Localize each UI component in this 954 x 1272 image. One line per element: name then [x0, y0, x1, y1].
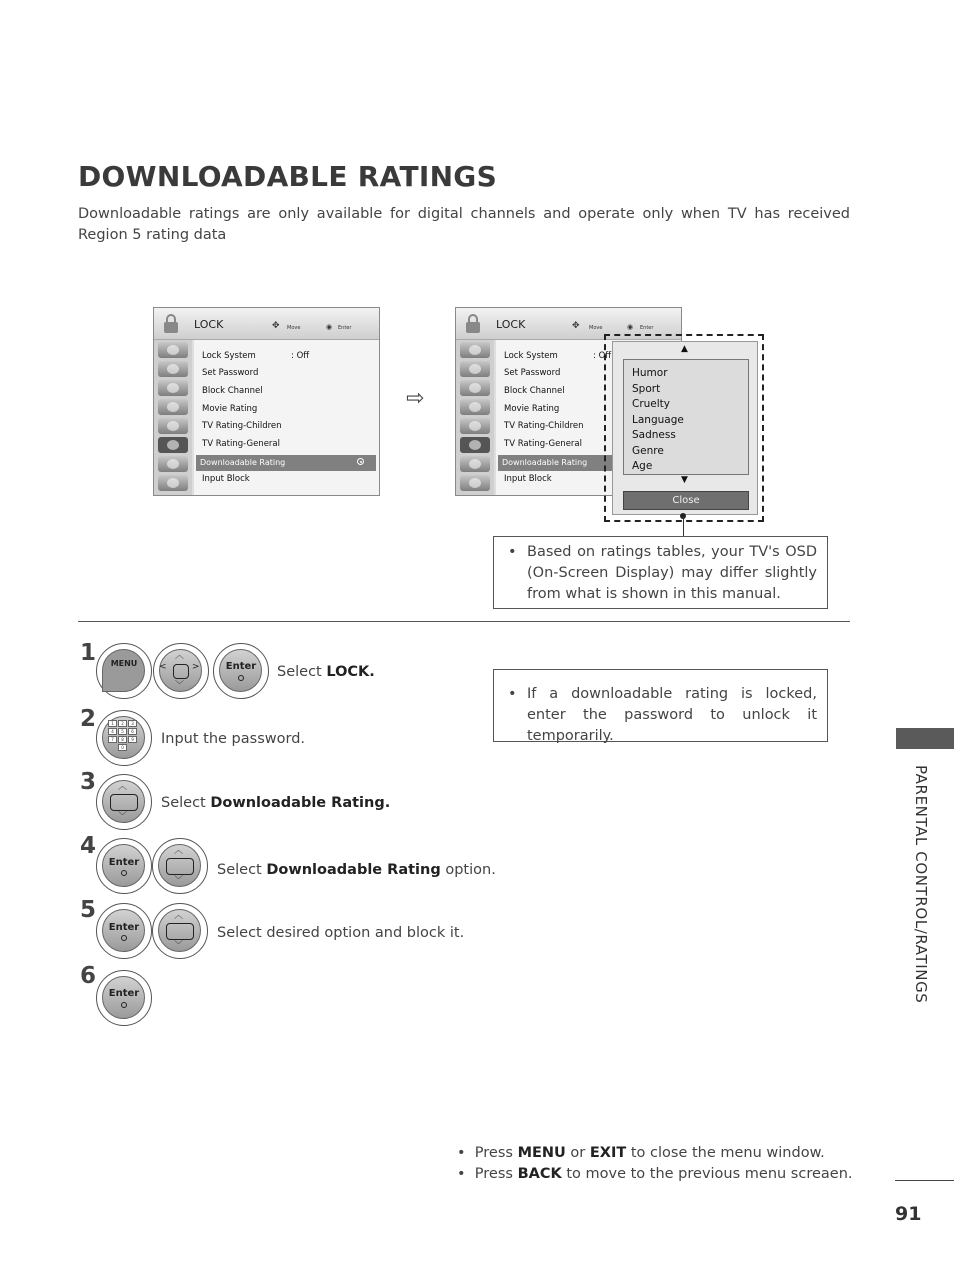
time-icon — [460, 380, 490, 396]
osd-screen-lock-menu — [153, 307, 380, 496]
ok-icon — [110, 794, 138, 811]
menu-item-set-password: Set Password — [504, 368, 561, 378]
enter-dot-icon — [121, 870, 127, 876]
chevron-down-icon: ﹀ — [175, 681, 185, 691]
enter-hint: Enter — [338, 325, 352, 331]
menu-item-tv-rating-children: TV Rating-Children — [504, 421, 584, 431]
number-keypad — [96, 710, 152, 766]
rating-options-list — [623, 359, 749, 475]
option-icon — [460, 418, 490, 434]
osd-note-text: Based on ratings tables, your TV's OSD (On-Screen Display) may differ slightly from what is shown in this manual. — [527, 544, 817, 602]
menu-item-block-channel: Block Channel — [504, 386, 565, 396]
rating-option-sport: Sport — [632, 382, 661, 395]
section-tab-marker — [896, 728, 954, 749]
section-divider — [78, 621, 850, 622]
password-note-text: If a downloadable rating is locked, enter the password to unlock it temporarily. — [527, 686, 817, 744]
enter-icon: ◉ — [326, 323, 333, 331]
step-2-text: Input the password. — [161, 731, 306, 747]
up-down-button — [96, 774, 152, 830]
move-hint: Move — [287, 325, 301, 331]
footnote-back: • Press BACK to move to the previous menu screaen. — [457, 1166, 853, 1182]
lock-icon — [464, 314, 482, 334]
page-number: 91 — [895, 1203, 922, 1225]
up-down-button — [152, 903, 208, 959]
enter-button — [96, 970, 152, 1026]
menu-item-downloadable-rating-label: Downloadable Rating — [502, 458, 588, 467]
menu-item-downloadable-rating-label: Downloadable Rating — [200, 458, 286, 467]
menu-item-input-block: Input Block — [504, 474, 552, 484]
usb-icon — [158, 475, 188, 491]
move-hint: Move — [589, 325, 603, 331]
step-3-text: Select Downloadable Rating. — [161, 795, 391, 811]
chevron-up-icon: ︿ — [174, 846, 184, 856]
audio-icon — [460, 361, 490, 377]
scroll-down-icon: ▼ — [681, 475, 688, 485]
rating-option-cruelty: Cruelty — [632, 398, 671, 410]
lock-system-value: : Off — [291, 351, 310, 361]
footnotes — [457, 1143, 853, 1185]
rating-option-sadness: Sadness — [632, 429, 676, 441]
keypad-keys: 1 2 3 4 5 6 7 8 9 0 — [108, 720, 137, 751]
enter-button-label: Enter — [108, 988, 140, 999]
osd-note-box — [493, 536, 828, 609]
scroll-up-icon: ▲ — [681, 344, 688, 354]
enter-hint: Enter — [640, 325, 654, 331]
enter-button — [96, 903, 152, 959]
bullet: • — [508, 544, 517, 560]
chevron-up-icon: ︿ — [174, 911, 184, 921]
move-icon: ✥ — [572, 321, 580, 331]
menu-item-tv-rating-children: TV Rating-Children — [202, 421, 282, 431]
step-number-1: 1 — [80, 640, 97, 666]
arrow-right-icon: ⇨ — [406, 386, 425, 411]
ok-icon — [173, 664, 189, 679]
time-icon — [158, 380, 188, 396]
rating-options-popup — [612, 341, 758, 515]
step-5-text: Select desired option and block it. — [217, 925, 465, 941]
osd-header-bar — [154, 308, 379, 340]
input-icon — [460, 456, 490, 472]
menu-item-lock-system: Lock System — [504, 351, 558, 361]
clock-icon — [158, 399, 188, 415]
password-note-box — [493, 669, 828, 742]
navigation-button — [153, 643, 209, 699]
rating-option-age: Age — [632, 460, 653, 472]
step-number-6: 6 — [80, 963, 97, 989]
lock-icon — [162, 314, 180, 334]
osd-header-title: LOCK — [194, 318, 224, 331]
step-number-4: 4 — [80, 833, 97, 859]
page-number-rule — [895, 1180, 954, 1181]
enter-button-label: Enter — [225, 661, 257, 672]
step-number-2: 2 — [80, 706, 97, 732]
chevron-up-icon: ︿ — [175, 651, 185, 661]
lock-menu-icon — [460, 437, 490, 453]
rating-option-genre: Genre — [632, 444, 664, 457]
input-icon — [158, 456, 188, 472]
option-icon — [158, 418, 188, 434]
step-number-3: 3 — [80, 769, 97, 795]
step-1-text: Select LOCK. — [277, 664, 375, 680]
menu-item-lock-system: Lock System — [202, 351, 256, 361]
enter-button-label: Enter — [108, 857, 140, 868]
intro-text: Downloadable ratings are only available for digital channels and operate only when TV has received Region 5 rating data — [78, 206, 850, 243]
chevron-down-icon: ﹀ — [118, 812, 128, 822]
ok-icon — [166, 858, 194, 875]
menu-item-set-password: Set Password — [202, 368, 259, 378]
menu-item-tv-rating-general: TV Rating-General — [202, 439, 280, 449]
callout-line — [683, 516, 684, 536]
chevron-right-icon: > — [192, 662, 200, 672]
menu-item-input-block: Input Block — [202, 474, 250, 484]
rating-option-language: Language — [632, 413, 684, 426]
osd-sidebar — [456, 340, 494, 495]
chevron-down-icon: ﹀ — [174, 941, 184, 951]
rating-option-humor: Humor — [632, 367, 668, 379]
ok-icon — [166, 923, 194, 940]
osd-sidebar — [154, 340, 192, 495]
lock-menu-icon — [158, 437, 188, 453]
close-button: Close — [623, 491, 749, 510]
menu-button — [96, 643, 152, 699]
enter-dot-icon — [121, 1002, 127, 1008]
menu-item-movie-rating: Movie Rating — [202, 404, 258, 414]
section-side-label: PARENTAL CONTROL/RATINGS — [912, 765, 930, 1004]
picture-icon — [460, 342, 490, 358]
enter-button — [96, 838, 152, 894]
enter-icon: ◉ — [627, 323, 634, 331]
osd-header-title: LOCK — [496, 318, 526, 331]
menu-item-downloadable-rating — [196, 455, 376, 471]
picture-icon — [158, 342, 188, 358]
enter-button-label: Enter — [108, 922, 140, 933]
menu-item-block-channel: Block Channel — [202, 386, 263, 396]
up-down-button — [152, 838, 208, 894]
step-number-5: 5 — [80, 897, 97, 923]
audio-icon — [158, 361, 188, 377]
menu-item-movie-rating: Movie Rating — [504, 404, 560, 414]
bullet: • — [508, 686, 517, 702]
menu-button-label: MENU — [110, 659, 138, 668]
menu-item-tv-rating-general: TV Rating-General — [504, 439, 582, 449]
clock-icon — [460, 399, 490, 415]
enter-icon — [357, 458, 364, 465]
move-icon: ✥ — [272, 321, 280, 331]
step-4-text: Select Downloadable Rating option. — [217, 862, 496, 878]
chevron-up-icon: ︿ — [118, 782, 128, 792]
chevron-down-icon: ﹀ — [174, 876, 184, 886]
lock-system-value: : Off — [593, 351, 612, 361]
chevron-left-icon: < — [159, 662, 167, 672]
enter-button — [213, 643, 269, 699]
usb-icon — [460, 475, 490, 491]
osd-menu-list — [194, 340, 379, 495]
enter-dot-icon — [121, 935, 127, 941]
enter-dot-icon — [238, 675, 244, 681]
footnote-menu-exit: • Press MENU or EXIT to close the menu window. — [457, 1145, 825, 1161]
page-title: DOWNLOADABLE RATINGS — [78, 160, 498, 193]
